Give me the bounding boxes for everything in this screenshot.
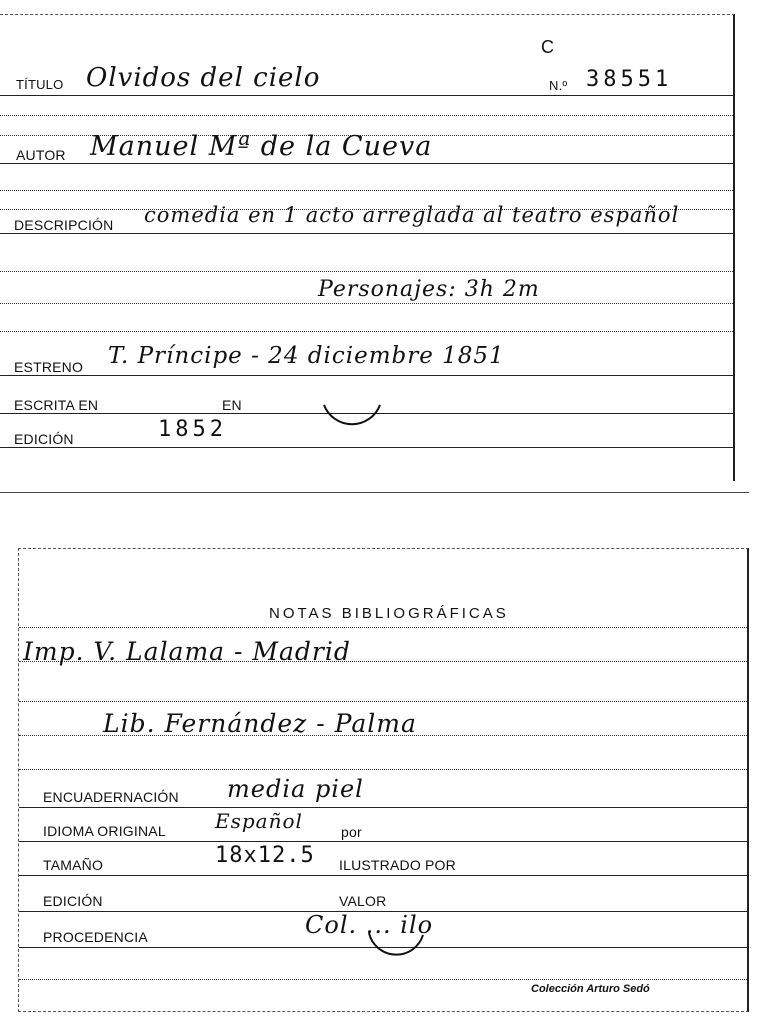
rule xyxy=(19,807,747,808)
encuadernacion-value: media piel xyxy=(227,775,364,803)
tamano-label: TAMAÑO xyxy=(43,857,104,873)
edicion-label: EDICIÓN xyxy=(43,893,103,909)
por-label: por xyxy=(341,824,362,840)
corner-mark: C xyxy=(541,37,554,57)
rule xyxy=(0,95,733,96)
rule xyxy=(0,375,733,376)
idioma-label: IDIOMA ORIGINAL xyxy=(43,823,166,839)
card-separator xyxy=(0,492,749,493)
notas-title: NOTAS BIBLIOGRÁFICAS xyxy=(269,605,509,622)
en-label: EN xyxy=(222,397,242,413)
stamp-arc xyxy=(318,397,388,443)
estreno-value: T. Príncipe - 24 diciembre 1851 xyxy=(108,343,505,369)
edicion-label: EDICIÓN xyxy=(14,431,74,447)
collection-credit: Colección Arturo Sedó xyxy=(531,983,650,995)
valor-label: VALOR xyxy=(339,893,387,909)
ilustrado-label: ILUSTRADO POR xyxy=(339,857,456,873)
rule xyxy=(19,627,747,628)
stamp-arc xyxy=(365,927,429,975)
rule xyxy=(0,233,733,234)
descripcion-value-2: Personajes: 3h 2m xyxy=(318,277,540,302)
idioma-value: Español xyxy=(215,809,303,833)
rule xyxy=(0,447,733,448)
rule xyxy=(0,271,733,272)
procedencia-label: PROCEDENCIA xyxy=(43,929,148,945)
rule xyxy=(0,115,733,116)
edicion-value: 1852 xyxy=(158,417,227,442)
tamano-value: 18x12.5 xyxy=(215,843,315,868)
note-line-1: Imp. V. Lalama - Madrid xyxy=(23,637,351,666)
rule xyxy=(19,841,747,842)
rule xyxy=(0,331,733,332)
rule xyxy=(19,769,747,770)
rule xyxy=(19,979,747,980)
numero-value: 38551 xyxy=(586,67,673,92)
rule xyxy=(19,701,747,702)
titulo-value: Olvidos del cielo xyxy=(86,63,321,93)
procedencia-value: Col. ... ilo xyxy=(305,911,434,939)
autor-label: AUTOR xyxy=(16,147,66,163)
rule xyxy=(0,303,733,304)
escrita-en-label: ESCRITA EN xyxy=(14,397,99,413)
rule xyxy=(19,875,747,876)
numero-label: N.º xyxy=(549,78,568,93)
descripcion-label: DESCRIPCIÓN xyxy=(14,217,114,233)
descripcion-value: comedia en 1 acto arreglada al teatro español xyxy=(144,203,680,227)
encuadernacion-label: ENCUADERNACIÓN xyxy=(43,789,179,805)
rule xyxy=(0,163,733,164)
catalog-card-top xyxy=(0,14,735,481)
catalog-card-bottom xyxy=(18,548,749,1012)
rule xyxy=(0,190,733,191)
titulo-label: TÍTULO xyxy=(16,77,64,92)
estreno-label: ESTRENO xyxy=(14,359,84,375)
note-line-2: Lib. Fernández - Palma xyxy=(103,709,417,738)
autor-value: Manuel Mª de la Cueva xyxy=(90,131,433,162)
